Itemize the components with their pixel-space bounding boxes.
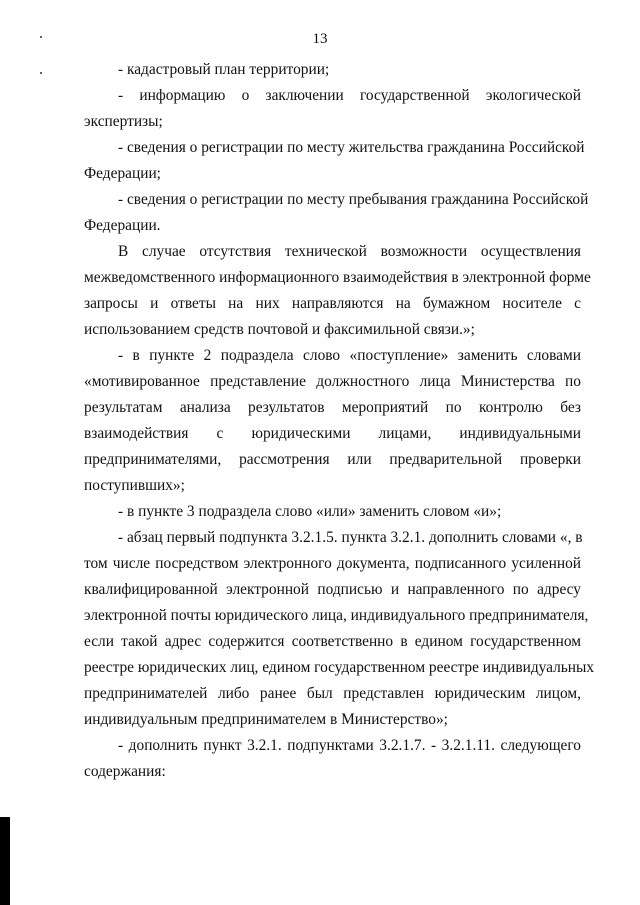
text-line: - абзац первый подпункта 3.2.1.5. пункта 3.2.1. дополнить словами «, в: [118, 529, 583, 546]
text-line: реестре юридических лиц, едином государственном реестре индивидуальных: [84, 659, 595, 676]
text-line: «мотивированное представление должностного лица Министерства по: [84, 373, 581, 390]
text-line: экспертизы;: [84, 113, 163, 130]
text-line: - сведения о регистрации по месту пребывания гражданина Российской: [118, 191, 589, 208]
scan-speck: [40, 72, 42, 74]
page-number: 13: [312, 31, 328, 47]
text-line: электронной почты юридического лица, индивидуального предпринимателя,: [84, 607, 589, 624]
text-line: предпринимателями, рассмотрения или предварительной проверки: [84, 451, 581, 468]
text-line: индивидуальным предпринимателем в Министерство»;: [84, 711, 448, 728]
text-line: взаимодействия с юридическими лицами, индивидуальными: [84, 425, 581, 442]
text-line: предпринимателей либо ранее был представлен юридическим лицом,: [84, 685, 581, 702]
text-line: Федерации.: [84, 217, 161, 234]
scan-edge-shadow: [0, 817, 10, 905]
text-line: Федерации;: [84, 165, 161, 182]
scan-speck: [40, 36, 42, 38]
text-line: содержания:: [84, 763, 166, 780]
document-body: [84, 57, 595, 785]
text-line: том числе посредством электронного документа, подписанного усиленной: [84, 555, 581, 572]
text-line: квалифицированной электронной подписью и направленного по адресу: [84, 581, 581, 598]
text-line: - сведения о регистрации по месту жительства гражданина Российской: [118, 139, 585, 156]
text-line: - в пункте 3 подраздела слово «или» заменить словом «и»;: [118, 503, 502, 520]
text-line: В случае отсутствия технической возможности осуществления: [118, 243, 581, 260]
text-line: - в пункте 2 подраздела слово «поступление» заменить словами: [118, 347, 581, 364]
text-line: - кадастровый план территории;: [118, 61, 330, 78]
text-line: использованием средств почтовой и факсимильной связи.»;: [84, 321, 475, 338]
text-line: если такой адрес содержится соответственно в едином государственном: [84, 633, 581, 650]
text-line: запросы и ответы на них направляются на бумажном носителе с: [84, 295, 581, 312]
text-line: - дополнить пункт 3.2.1. подпунктами 3.2.1.7. - 3.2.1.11. следующего: [118, 737, 581, 754]
text-line: поступивших»;: [84, 477, 185, 494]
text-line: межведомственного информационного взаимодействия в электронной форме: [84, 269, 591, 286]
text-line: результатам анализа результатов мероприятий по контролю без: [84, 399, 581, 416]
text-line: - информацию о заключении государственной экологической: [118, 87, 581, 104]
